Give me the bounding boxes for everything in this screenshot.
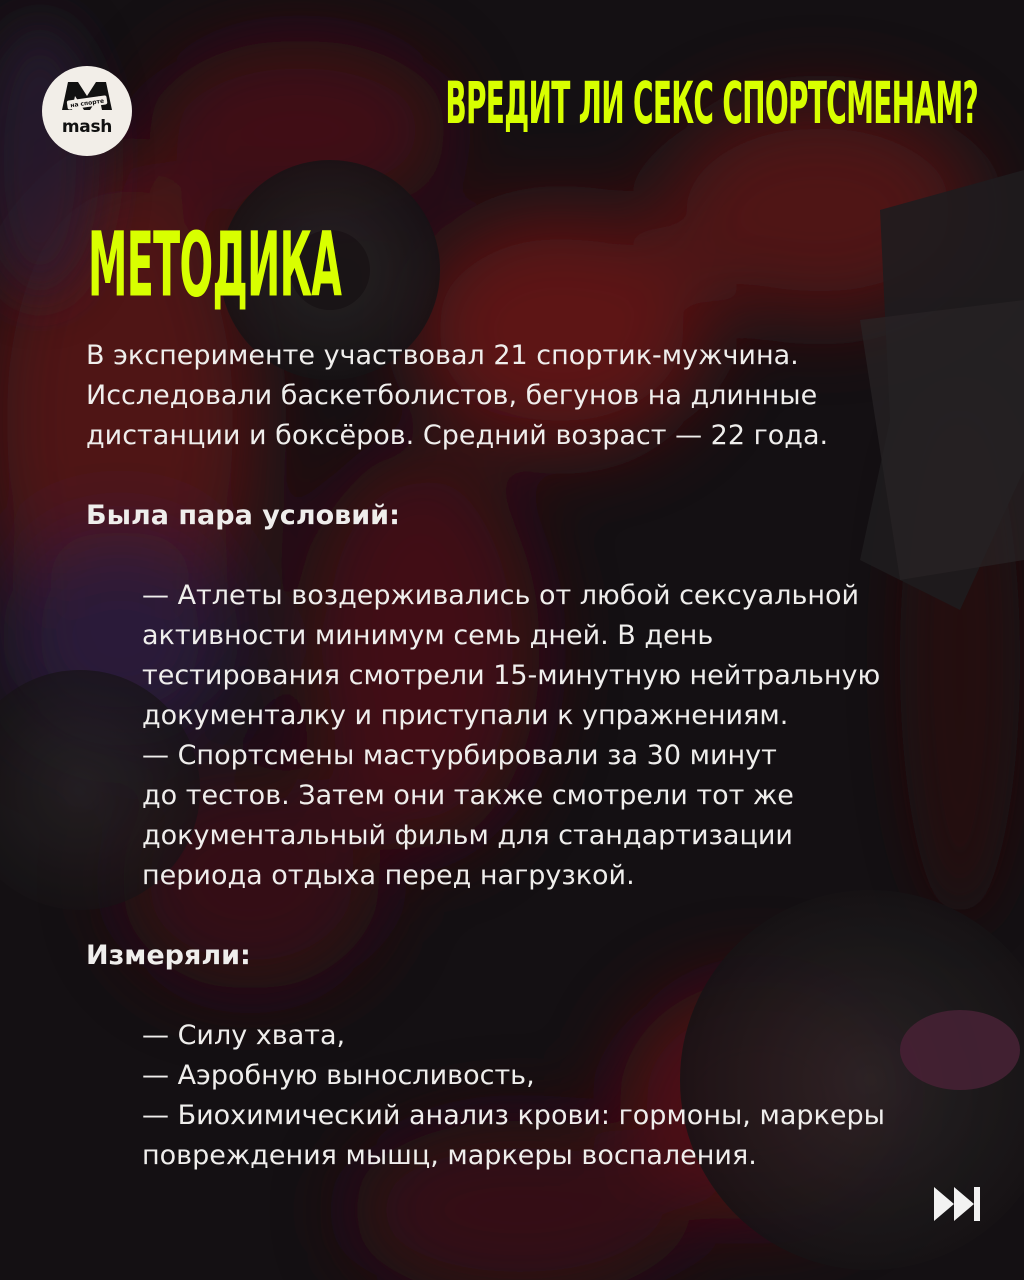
text-line: В эксперименте участвовал 21 спортик-мужчина. (86, 340, 799, 371)
measured-label: Измеряли: (86, 940, 251, 971)
section-title: МЕТОДИКА (88, 214, 342, 318)
list-item: — Биохимический анализ крови: гормоны, маркеры (142, 1100, 885, 1131)
page-title: ВРЕДИТ ЛИ СЕКС СПОРТСМЕНАМ? (445, 70, 978, 138)
conditions-label: Была пара условий: (86, 500, 400, 531)
list-item: периода отдыха перед нагрузкой. (142, 860, 635, 891)
list-item: — Спортсмены мастурбировали за 30 минут (142, 740, 777, 771)
text-line: дистанции и боксёров. Средний возраст — 22 года. (86, 420, 829, 451)
list-item: тестирования смотрели 15-минутную нейтральную (142, 660, 881, 691)
conditions-list (86, 576, 1006, 896)
intro-paragraph (86, 336, 1006, 456)
logo-mark (42, 66, 132, 156)
logo-text: mash (61, 117, 113, 137)
measured-list (86, 1016, 1006, 1176)
logo-badge: на спорте (69, 97, 105, 110)
list-item: — Аэробную выносливость, (142, 1060, 535, 1091)
list-item: — Силу хвата, (142, 1020, 346, 1051)
list-item: документальный фильм для стандартизации (142, 820, 793, 851)
content-body (86, 336, 1006, 1176)
list-item: активности минимум семь дней. В день (142, 620, 714, 651)
mash-logo (42, 66, 132, 156)
skip-forward-icon[interactable] (932, 1184, 982, 1224)
list-item: документалку и приступали к упражнениям. (142, 700, 789, 731)
text-line: Исследовали баскетболистов, бегунов на длинные (86, 380, 818, 411)
list-item: до тестов. Затем они также смотрели тот же (142, 780, 794, 811)
list-item: — Атлеты воздерживались от любой сексуальной (142, 580, 860, 611)
list-item: повреждения мышц, маркеры воспаления. (142, 1140, 757, 1171)
